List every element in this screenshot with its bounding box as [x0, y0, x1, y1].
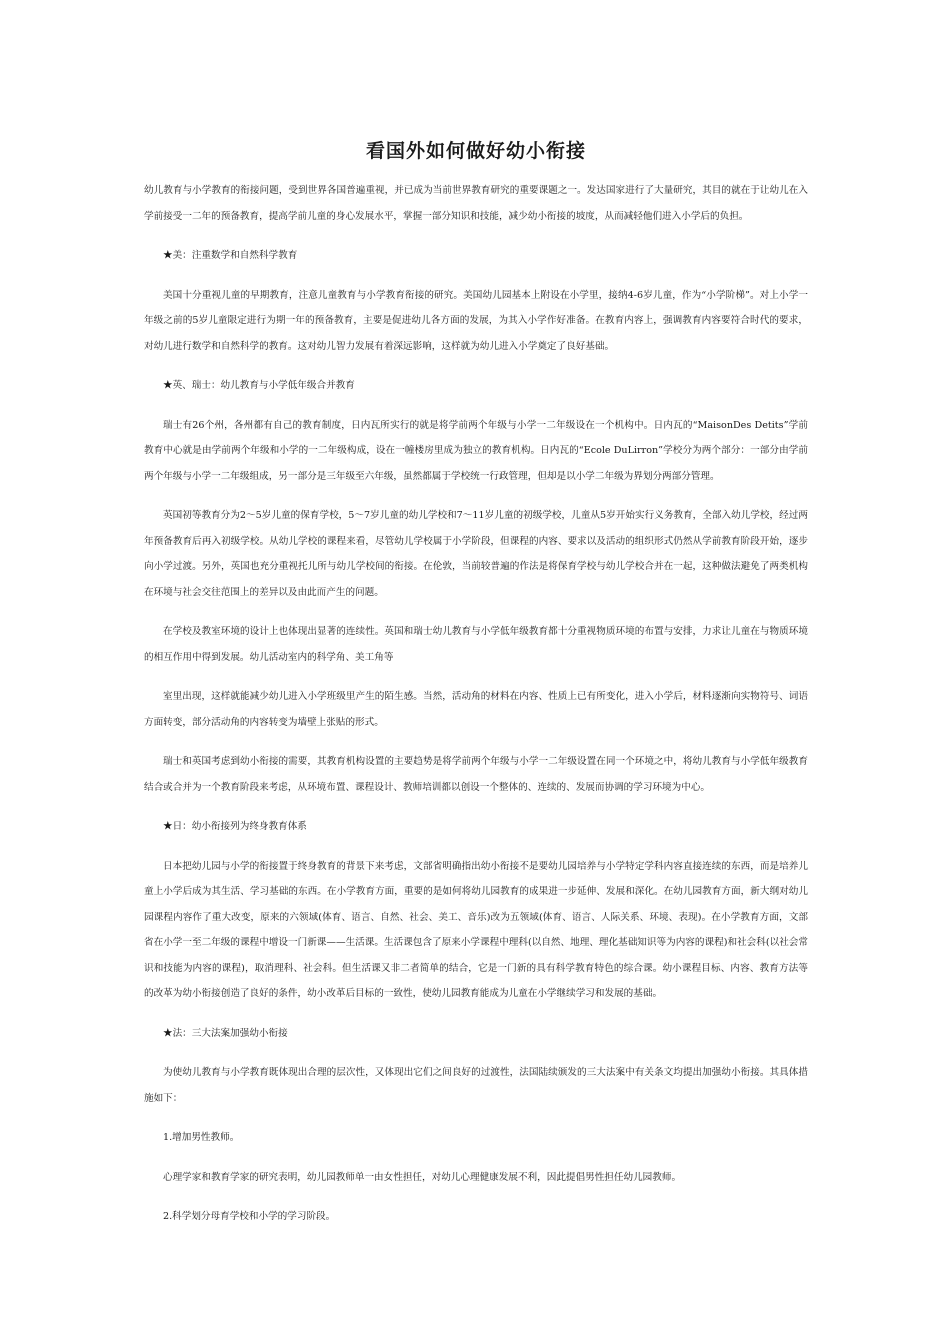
- section-heading-us: ★美：注重数学和自然科学教育: [163, 250, 298, 261]
- section-heading-france: ★法：三大法案加强幼小衔接: [163, 1027, 288, 1039]
- paragraph-classroom: 室里出现，这样就能减少幼儿进入小学班级里产生的陌生感。当然，活动角的材料在内容、性质上已有所变化，进入小学后，材料逐渐向实物符号、词语方面转变，部分活动角的内容转变为墙壁上张贴的形式。: [144, 691, 808, 728]
- paragraph-france: 为使幼儿教育与小学教育既体现出合理的层次性，又体现出它们之间良好的过渡性，法国陆续颁发的三大法案中有关条文均提出加强幼小衔接。其具体措施如下：: [144, 1067, 808, 1104]
- paragraph-uk: 英国初等教育分为2～5岁儿童的保育学校，5～7岁儿童的幼儿学校和7～11岁儿童的初级学校，儿童从5岁开始实行义务教育，全部入幼儿学校，经过两年预备教育后再入初级学校。从幼儿学校的课程来看，尽管幼儿学校属于小学阶段，但课程的内容、要求以及活动的组织形式仍然从学前教育阶段开始，逐步向小学过渡。另外，英国也充分重视托儿所与幼儿学校间的衔接。在伦敦，当前较普遍的作法是将保育学校与幼儿学校合并在一起，这种做法避免了两类机构在环境与社会交往范围上的差异以及由此而产生的问题。: [144, 510, 808, 598]
- paragraph-intro: 幼儿教育与小学教育的衔接问题，受到世界各国普遍重视，并已成为当前世界教育研究的重要课题之一。发达国家进行了大量研究，其目的就在于让幼儿在入学前接受一二年的预备教育，提高学前儿童的身心发展水平，掌握一部分知识和技能，减少幼小衔接的坡度，从而减轻他们进入小学后的负担。: [144, 185, 808, 222]
- paragraph-japan: 日本把幼儿园与小学的衔接置于终身教育的背景下来考虑，文部省明确指出幼小衔接不是要幼儿园培养与小学特定学科内容直接连续的东西，而是培养儿童上小学后成为其生活、学习基础的东西。在小学教育方面，重要的是如何将幼儿园教育的成果进一步延伸、发展和深化。在幼儿园教育方面，新大纲对幼儿园课程内容作了重大改变，原来的六领域(体育、语言、自然、社会、美工、音乐)改为五领域(体育、语言、人际关系、环境、表现)。在小学教育方面，文部省在小学一至二年级的课程中增设一门新课——生活课。生活课包含了原来小学课程中理科(以自然、地理、理化基础知识等为内容的课程)和社会科(以社会常识和技能为内容的课程)，取消理科、社会科。但生活课又非二者简单的结合，它是一门新的具有科学教育特色的综合课。幼小课程目标、内容、教育方法等的改革为幼小衔接创造了良好的条件，幼小改革后目标的一致性，使幼儿园教育能成为儿童在小学继续学习和发展的基础。: [144, 860, 808, 999]
- page-title: 看国外如何做好幼小衔接: [365, 140, 586, 162]
- section-heading-uk-switzerland: ★英、瑞士：幼儿教育与小学低年级合并教育: [163, 380, 355, 391]
- section-heading-japan: ★日：幼小衔接列为终身教育体系: [163, 821, 307, 832]
- list-item-1: 1.增加男性教师。: [163, 1132, 240, 1143]
- list-item-2: 2.科学划分母育学校和小学的学习阶段。: [163, 1211, 336, 1222]
- paragraph-environment: 在学校及教室环境的设计上也体现出显著的连续性。英国和瑞士幼儿教育与小学低年级教育都十分重视物质环境的布置与安排，力求让儿童在与物质环境的相互作用中得到发展。幼儿活动室内的科学角、美工角等: [144, 626, 808, 663]
- paragraph-male-teachers: 心理学家和教育学家的研究表明，幼儿园教师单一由女性担任，对幼儿心理健康发展不利，因此提倡男性担任幼儿园教师。: [163, 1171, 682, 1183]
- paragraph-switzerland: 瑞士有26个州，各州都有自己的教育制度，日内瓦所实行的就是将学前两个年级与小学一二年级设在一个机构中。日内瓦的“MaisonDes Detits”学前教育中心就是由学前两个年级和小学的一二年级构成，设在一幢楼房里成为独立的教育机构。日内瓦的“Ecole DuLirron”学校分为两个部分：一部分由学前两个年级与小学一二年级组成，另一部分是三年级至六年级，虽然都属于学校统一行政管理，但却是以小学二年级为界划分两部分管理。: [144, 419, 808, 482]
- paragraph-uk-switzerland-summary: 瑞士和英国考虑到幼小衔接的需要，其教育机构设置的主要趋势是将学前两个年级与小学一二年级设置在同一个环境之中，将幼儿教育与小学低年级教育结合或合并为一个教育阶段来考虑，从环境布置、课程设计、教师培训都以创设一个整体的、连续的、发展而协调的学习环境为中心。: [144, 756, 808, 793]
- document-body: [144, 178, 808, 1244]
- paragraph-us: 美国十分重视儿童的早期教育，注意儿童教育与小学教育衔接的研究。美国幼儿园基本上附设在小学里，接纳4-6岁儿童，作为“小学阶梯”。对上小学一年级之前的5岁儿童限定进行为期一年的预备教育，主要是促进幼儿各方面的发展，为其入小学作好准备。在教育内容上，强调教育内容要符合时代的要求，对幼儿进行数学和自然科学的教育。这对幼儿智力发展有着深远影响，这样就为幼儿进入小学奠定了良好基础。: [144, 289, 808, 352]
